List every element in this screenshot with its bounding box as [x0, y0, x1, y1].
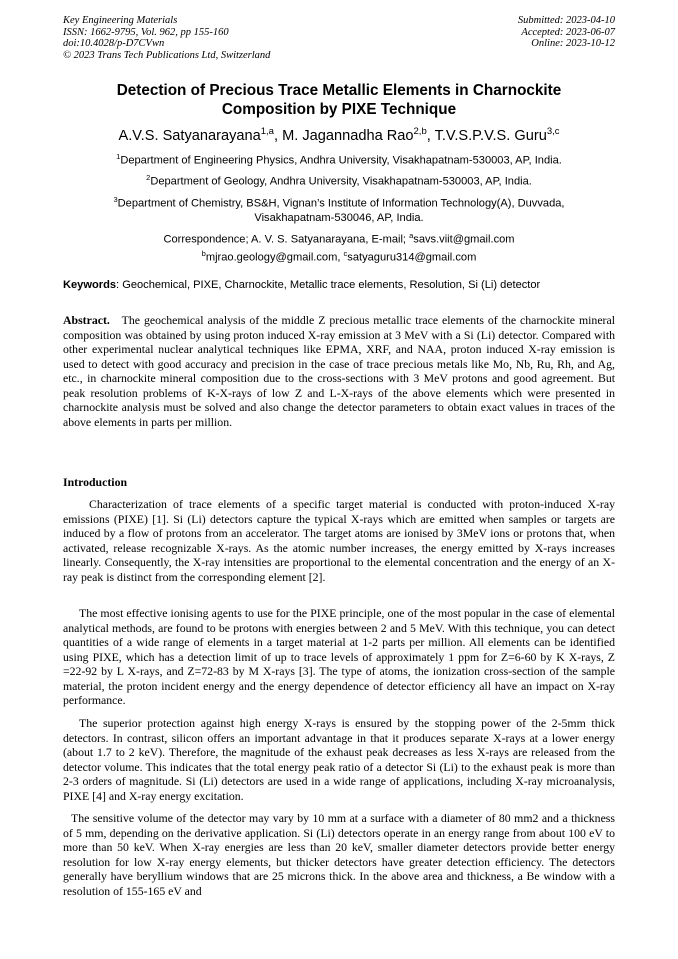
issn-line: ISSN: 1662-9795, Vol. 962, pp 155-160: [63, 26, 229, 38]
author-3-sup: 3,c: [546, 126, 560, 137]
title-line-2: Composition by PIXE Technique: [221, 101, 457, 118]
affiliation-2-text: Department of Geology, Andhra University, Visakhapatnam-530003, AP, India.: [150, 175, 532, 188]
paper-title: [63, 81, 615, 119]
email-b-link[interactable]: mjrao.geology@gmail.com,: [205, 251, 344, 264]
affiliation-1: [63, 150, 615, 168]
affiliation-1-sup: 1: [116, 152, 121, 161]
email-a-link[interactable]: savs.viit@gmail.com: [413, 233, 515, 246]
author-1-sup: 1,a: [260, 126, 274, 137]
abstract-label: Abstract.: [63, 313, 110, 327]
author-list: [63, 123, 615, 145]
affiliation-3-line-1: Department of Chemistry, BS&H, Vignan’s Institute of Information Technology(A), Duvvada,: [117, 197, 565, 210]
abstract-paragraph: [63, 313, 615, 429]
affiliation-1-text: Department of Engineering Physics, Andhra University, Visakhapatnam-530003, AP, India.: [120, 154, 562, 167]
author-1: A.V.S. Satyanarayana: [118, 127, 261, 144]
accepted-date: Accepted: 2023-06-07: [521, 26, 615, 38]
intro-paragraph-1: Characterization of trace elements of a specific target material is conducted with proton-induced X-ray emissions (PIXE) [1]. Si (Li) detectors capture the typical X-rays which are emitted when samples or targets are induced by a flow of protons from an accelerator. The target atoms are ionised by 3MeV ions or protons that, when activated, release recognizable X-rays. As the atomic number increases, the energy emitted by X-rays increases linearly. Consequently, the X-ray intensities are proportional to the elemental concentration and the energy of an X-ray peak is distinct from the corresponding element [2].: [63, 497, 615, 584]
keywords-line: [63, 278, 615, 292]
journal-header: [63, 15, 270, 61]
correspondence: [63, 229, 615, 266]
abstract-text: The geochemical analysis of the middle Z precious metallic trace elements of the charnockite mineral composition was obtained by using proton induced X-ray emission at 3 MeV with a Si (Li) detector. Compared with other experimental nuclear analytical techniques like EPMA, XRF, and NAA, proton induced X-ray emission is used to detect with good accuracy and precision in the case of trace precious metals like Mo, Nb, Ru, Rh, and Ag, etc., in charnockite mineral composition due to the cross-sections with 3 MeV protons and good agreement. But peak resolution problems of K-X-rays of low Z and L-X-rays of the above elements which were presented in charnockite analysis must be solved and also change the detector parameters to obtain exact values in traces of the above elements in parts per million.: [63, 313, 615, 429]
introduction-heading: Introduction: [63, 475, 128, 489]
copyright-line: © 2023 Trans Tech Publications Ltd, Switzerland: [63, 49, 271, 61]
keywords-label: Keywords: [63, 279, 117, 291]
submitted-date: Submitted: 2023-04-10: [517, 15, 615, 26]
online-date: Online: 2023-10-12: [531, 38, 615, 50]
keywords-text: : Geochemical, PIXE, Charnockite, Metallic trace elements, Resolution, Si (Li) detector: [116, 279, 541, 291]
dates-header: [518, 15, 615, 50]
intro-paragraph-2: The most effective ionising agents to use for the PIXE principle, one of the most popular in the case of elemental analytical methods, are found to be protons with energies between 2 and 5 MeV. With this technique, you can detect quantities of a wide range of elements in a target material at 1-2 parts per million. All elements can be identified using PIXE, which has a detection limit of up to trace levels of approximately 1 ppm for Z=6-60 by K X-rays, Z =22-92 by L X-rays, and Z=72-83 by M X-rays [3]. The type of atoms, the ionization cross-section of the sample material, the proton incident energy and the energy dependence of detector efficiency all have an impact on X-ray performance.: [63, 606, 615, 708]
journal-name: Key Engineering Materials: [63, 15, 178, 26]
email-b-sup: b: [201, 249, 206, 259]
email-a-sup: a: [409, 231, 414, 240]
author-2-sup: 2,b: [413, 126, 427, 137]
affiliation-2: [63, 171, 615, 189]
doi-line: doi:10.4028/p-D7CVwn: [63, 38, 165, 50]
affiliation-3: [63, 193, 615, 226]
email-c-sup: c: [343, 249, 348, 259]
affiliation-3-sup: 3: [113, 195, 118, 204]
email-c-link[interactable]: satyaguru314@gmail.com: [347, 251, 477, 264]
correspondence-prefix: Correspondence; A. V. S. Satyanarayana, E-mail;: [163, 233, 410, 246]
author-2: , M. Jagannadha Rao: [273, 127, 414, 144]
affiliation-2-sup: 2: [146, 173, 151, 182]
author-3: , T.V.S.P.V.S. Guru: [426, 127, 547, 144]
intro-paragraph-3: The superior protection against high energy X-rays is ensured by the stopping power of the 2-5mm thick detectors. In contrast, silicon offers an important advantage in that it produces separate X-rays at a lower energy (about 1.7 to 2 keV). Therefore, the magnitude of the exhaust peak decreases as less X-rays are released from the detector volume. This indicates that the total energy peak ratio of a detector Si (Li) to the exhaust peak is more than 2-3 orders of magnitude. Si (Li) detectors are used in a wide range of applications, including X-ray microanalysis, PIXE [4] and X-ray energy excitation.: [63, 716, 615, 803]
affiliation-3-line-2: Visakhapatnam-530046, AP, India.: [254, 212, 424, 225]
title-line-1: Detection of Precious Trace Metallic Elements in Charnockite: [116, 82, 562, 99]
intro-paragraph-4: The sensitive volume of the detector may vary by 10 mm at a surface with a diameter of 80 mm2 and a thickness of 5 mm, depending on the derivative application. Si (Li) detectors operate in an energy range from about 100 eV to more than 50 keV. When X-ray energies are less than 20 keV, smaller diameter detectors provide better energy resolution for low X-ray energy elements, but thicker detectors have greater detection efficiency. The detectors generally have beryllium windows that are 25 microns thick. In the above area and thickness, a Be window with a resolution of 155-165 eV and: [63, 811, 615, 898]
